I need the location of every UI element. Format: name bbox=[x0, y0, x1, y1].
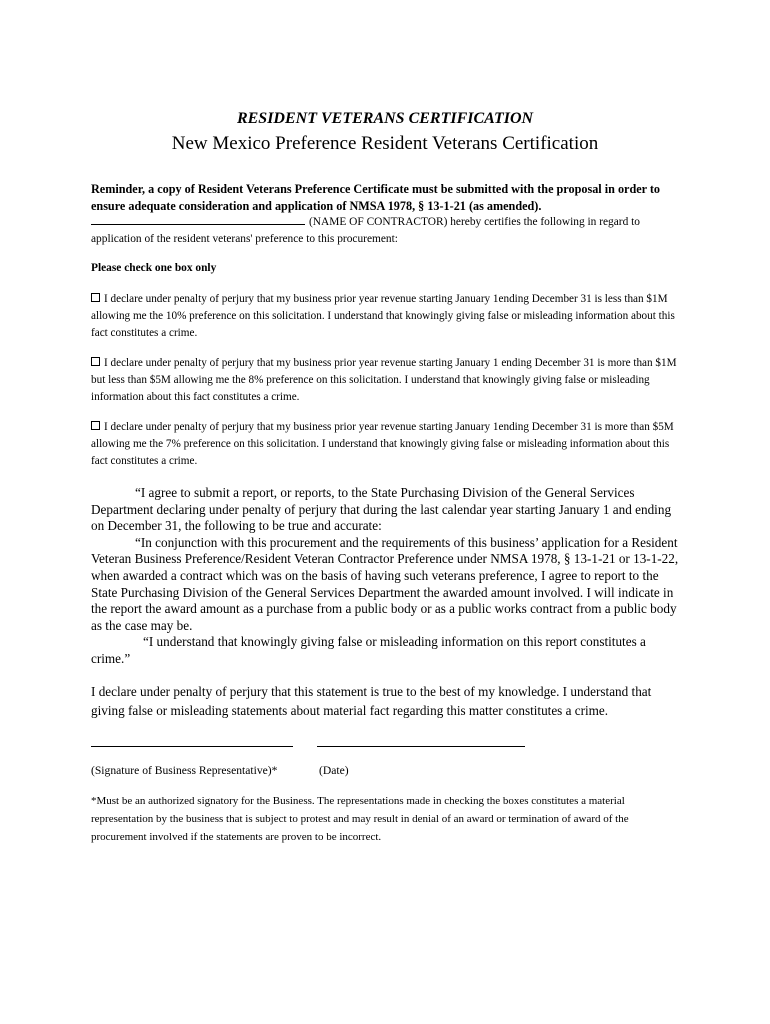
option-7-percent bbox=[91, 419, 681, 470]
footnote-text: *Must be an authorized signatory for the Business. The representations made in checking the boxes constitutes a material representation by the business that is subject to protest and may result in denial of an award or termination of award of the procurement involved if the statements are proven to be incorrect. bbox=[91, 795, 629, 843]
signature-label: (Signature of Business Representative)* bbox=[91, 764, 278, 777]
agreement-paragraph-3: “I understand that knowingly giving false or misleading information on this report constitutes a crime.” bbox=[91, 634, 646, 666]
checkbox-10-percent[interactable] bbox=[91, 293, 100, 302]
check-instruction: Please check one box only bbox=[91, 262, 217, 274]
checkbox-7-percent[interactable] bbox=[91, 421, 100, 430]
date-label: (Date) bbox=[319, 764, 349, 777]
option-10-percent-text: I declare under penalty of perjury that my business prior year revenue starting January 1ending December 31 is less than $1M allowing me the 10% preference on this solicitation. I understand that knowingly giving false or misleading information about this fact constitutes a crime. bbox=[91, 293, 675, 339]
option-10-percent bbox=[91, 291, 681, 342]
agreement-section bbox=[91, 485, 681, 668]
date-field[interactable] bbox=[317, 746, 525, 747]
reminder-text: Reminder, a copy of Resident Veterans Preference Certificate must be submitted with the proposal in order to ensure adequate consideration and application of NMSA 1978, § 13-1-21 (as amended). bbox=[91, 182, 661, 213]
option-7-percent-text: I declare under penalty of perjury that my business prior year revenue starting January 1ending December 31 is more than $5M allowing me the 7% preference on this solicitation. I understand that knowingly giving false or misleading information about this fact constitutes a crime. bbox=[91, 421, 674, 467]
contractor-statement-text: (NAME OF CONTRACTOR) hereby certifies the following in regard to application of the resident veterans' preference to this procurement: bbox=[91, 216, 641, 245]
page-subtitle: New Mexico Preference Resident Veterans Certification bbox=[171, 133, 599, 154]
option-8-percent bbox=[91, 355, 681, 406]
declaration-text: I declare under penalty of perjury that this statement is true to the best of my knowledge. I understand that giving false or misleading statements about material fact regarding this matter constitutes a crime. bbox=[91, 684, 652, 718]
contractor-statement bbox=[91, 214, 681, 248]
checkbox-8-percent[interactable] bbox=[91, 357, 100, 366]
page-title: RESIDENT VETERANS CERTIFICATION bbox=[236, 110, 534, 127]
agreement-paragraph-1: “I agree to submit a report, or reports, to the State Purchasing Division of the General Services Department declaring under penalty of perjury that during the last calendar year starting January 1 and ending on December 31, the following to be true and accurate: bbox=[91, 485, 672, 534]
contractor-name-field[interactable] bbox=[91, 214, 305, 225]
agreement-paragraph-2: “In conjunction with this procurement and the requirements of this business’ application for a Resident Veteran Business Preference/Resident Veteran Contractor Preference under NMSA 1978, § 13-1-21 or 13-1-22, when awarded a contract which was on the basis of having such veterans preference, I agree to report to the State Purchasing Division of the General Services Department the awarded amount involved. I will indicate in the report the award amount as a purchase from a public body or as a public works contract from a public body as the case may be. bbox=[91, 534, 679, 633]
signature-field[interactable] bbox=[91, 746, 293, 747]
option-8-percent-text: I declare under penalty of perjury that my business prior year revenue starting January 1 ending December 31 is more than $1M but less than $5M allowing me the 8% preference on this solicitation. I understand that knowingly giving false or misleading information about this fact constitutes a crime. bbox=[91, 357, 677, 403]
